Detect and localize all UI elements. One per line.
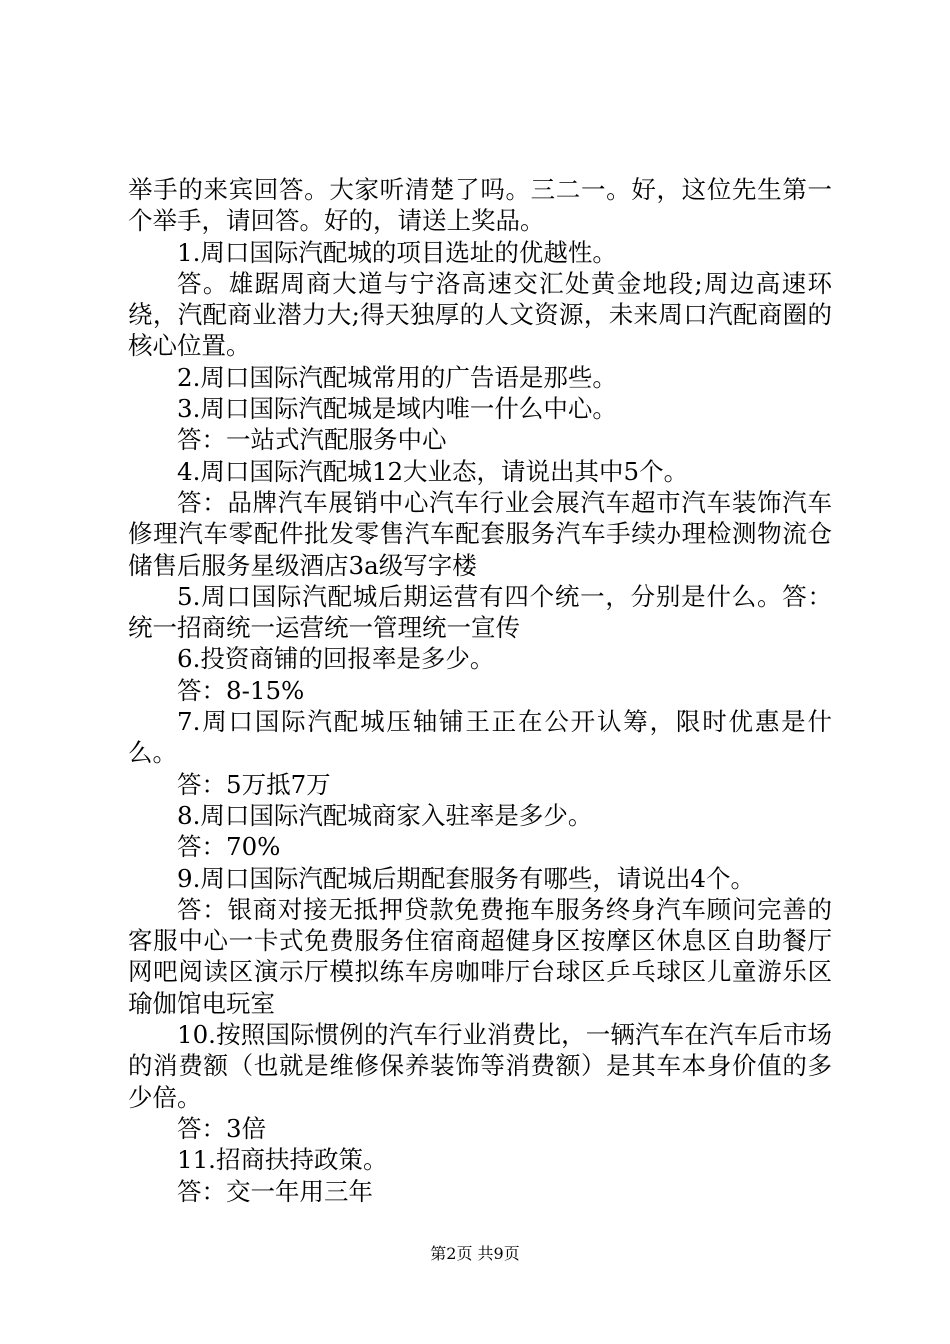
paragraph: 答：交一年用三年 <box>177 1176 373 1206</box>
paragraph: 答。雄踞周商大道与宁洛高速交汇处黄金地段;周边高速环绕，汽配商业潜力大;得天独厚的人文资源，未来周口汽配商圈的核心位置。 <box>128 268 832 361</box>
document-body <box>128 174 832 1207</box>
paragraph: 1.周口国际汽配城的项目选址的优越性。 <box>177 237 617 267</box>
paragraph: 答：银商对接无抵押贷款免费拖车服务终身汽车顾问完善的客服中心一卡式免费服务住宿商超健身区按摩区休息区自助餐厅网吧阅读区演示厅模拟练车房咖啡厅台球区乒乓球区儿童游乐区瑜伽馆电玩室 <box>128 894 832 1018</box>
paragraph: 答：5万抵7万 <box>177 769 331 799</box>
paragraph: 7.周口国际汽配城压轴铺王正在公开认筹，限时优惠是什么。 <box>128 707 832 768</box>
paragraph: 8.周口国际汽配城商家入驻率是多少。 <box>177 800 593 830</box>
paragraph: 3.周口国际汽配城是域内唯一什么中心。 <box>177 394 617 424</box>
paragraph: 6.投资商铺的回报率是多少。 <box>177 644 495 674</box>
paragraph: 5.周口国际汽配城后期运营有四个统一，分别是什么。答：统一招商统一运营统一管理统一宣传 <box>128 581 832 643</box>
paragraph: 举手的来宾回答。大家听清楚了吗。三二一。好，这位先生第一个举手，请回答。好的，请送上奖品。 <box>128 175 832 236</box>
paragraph: 答：一站式汽配服务中心 <box>177 425 447 455</box>
paragraph: 2.周口国际汽配城常用的广告语是那些。 <box>177 362 617 392</box>
paragraph: 4.周口国际汽配城12大业态，请说出其中5个。 <box>177 456 689 486</box>
paragraph: 10.按照国际惯例的汽车行业消费比，一辆汽车在汽车后市场的消费额（也就是维修保养装饰等消费额）是其车本身价值的多少倍。 <box>128 1020 832 1112</box>
page-number-footer: 第2页 共9页 <box>430 1244 520 1263</box>
paragraph: 答：品牌汽车展销中心汽车行业会展汽车超市汽车装饰汽车修理汽车零配件批发零售汽车配套服务汽车手续办理检测物流仓储售后服务星级酒店3a级写字楼 <box>128 487 832 580</box>
paragraph: 答：3倍 <box>177 1113 267 1143</box>
paragraph: 答：8-15% <box>177 675 305 705</box>
paragraph: 11.招商扶持政策。 <box>177 1145 388 1175</box>
paragraph: 答：70% <box>177 832 281 862</box>
paragraph: 9.周口国际汽配城后期配套服务有哪些，请说出4个。 <box>177 863 755 893</box>
